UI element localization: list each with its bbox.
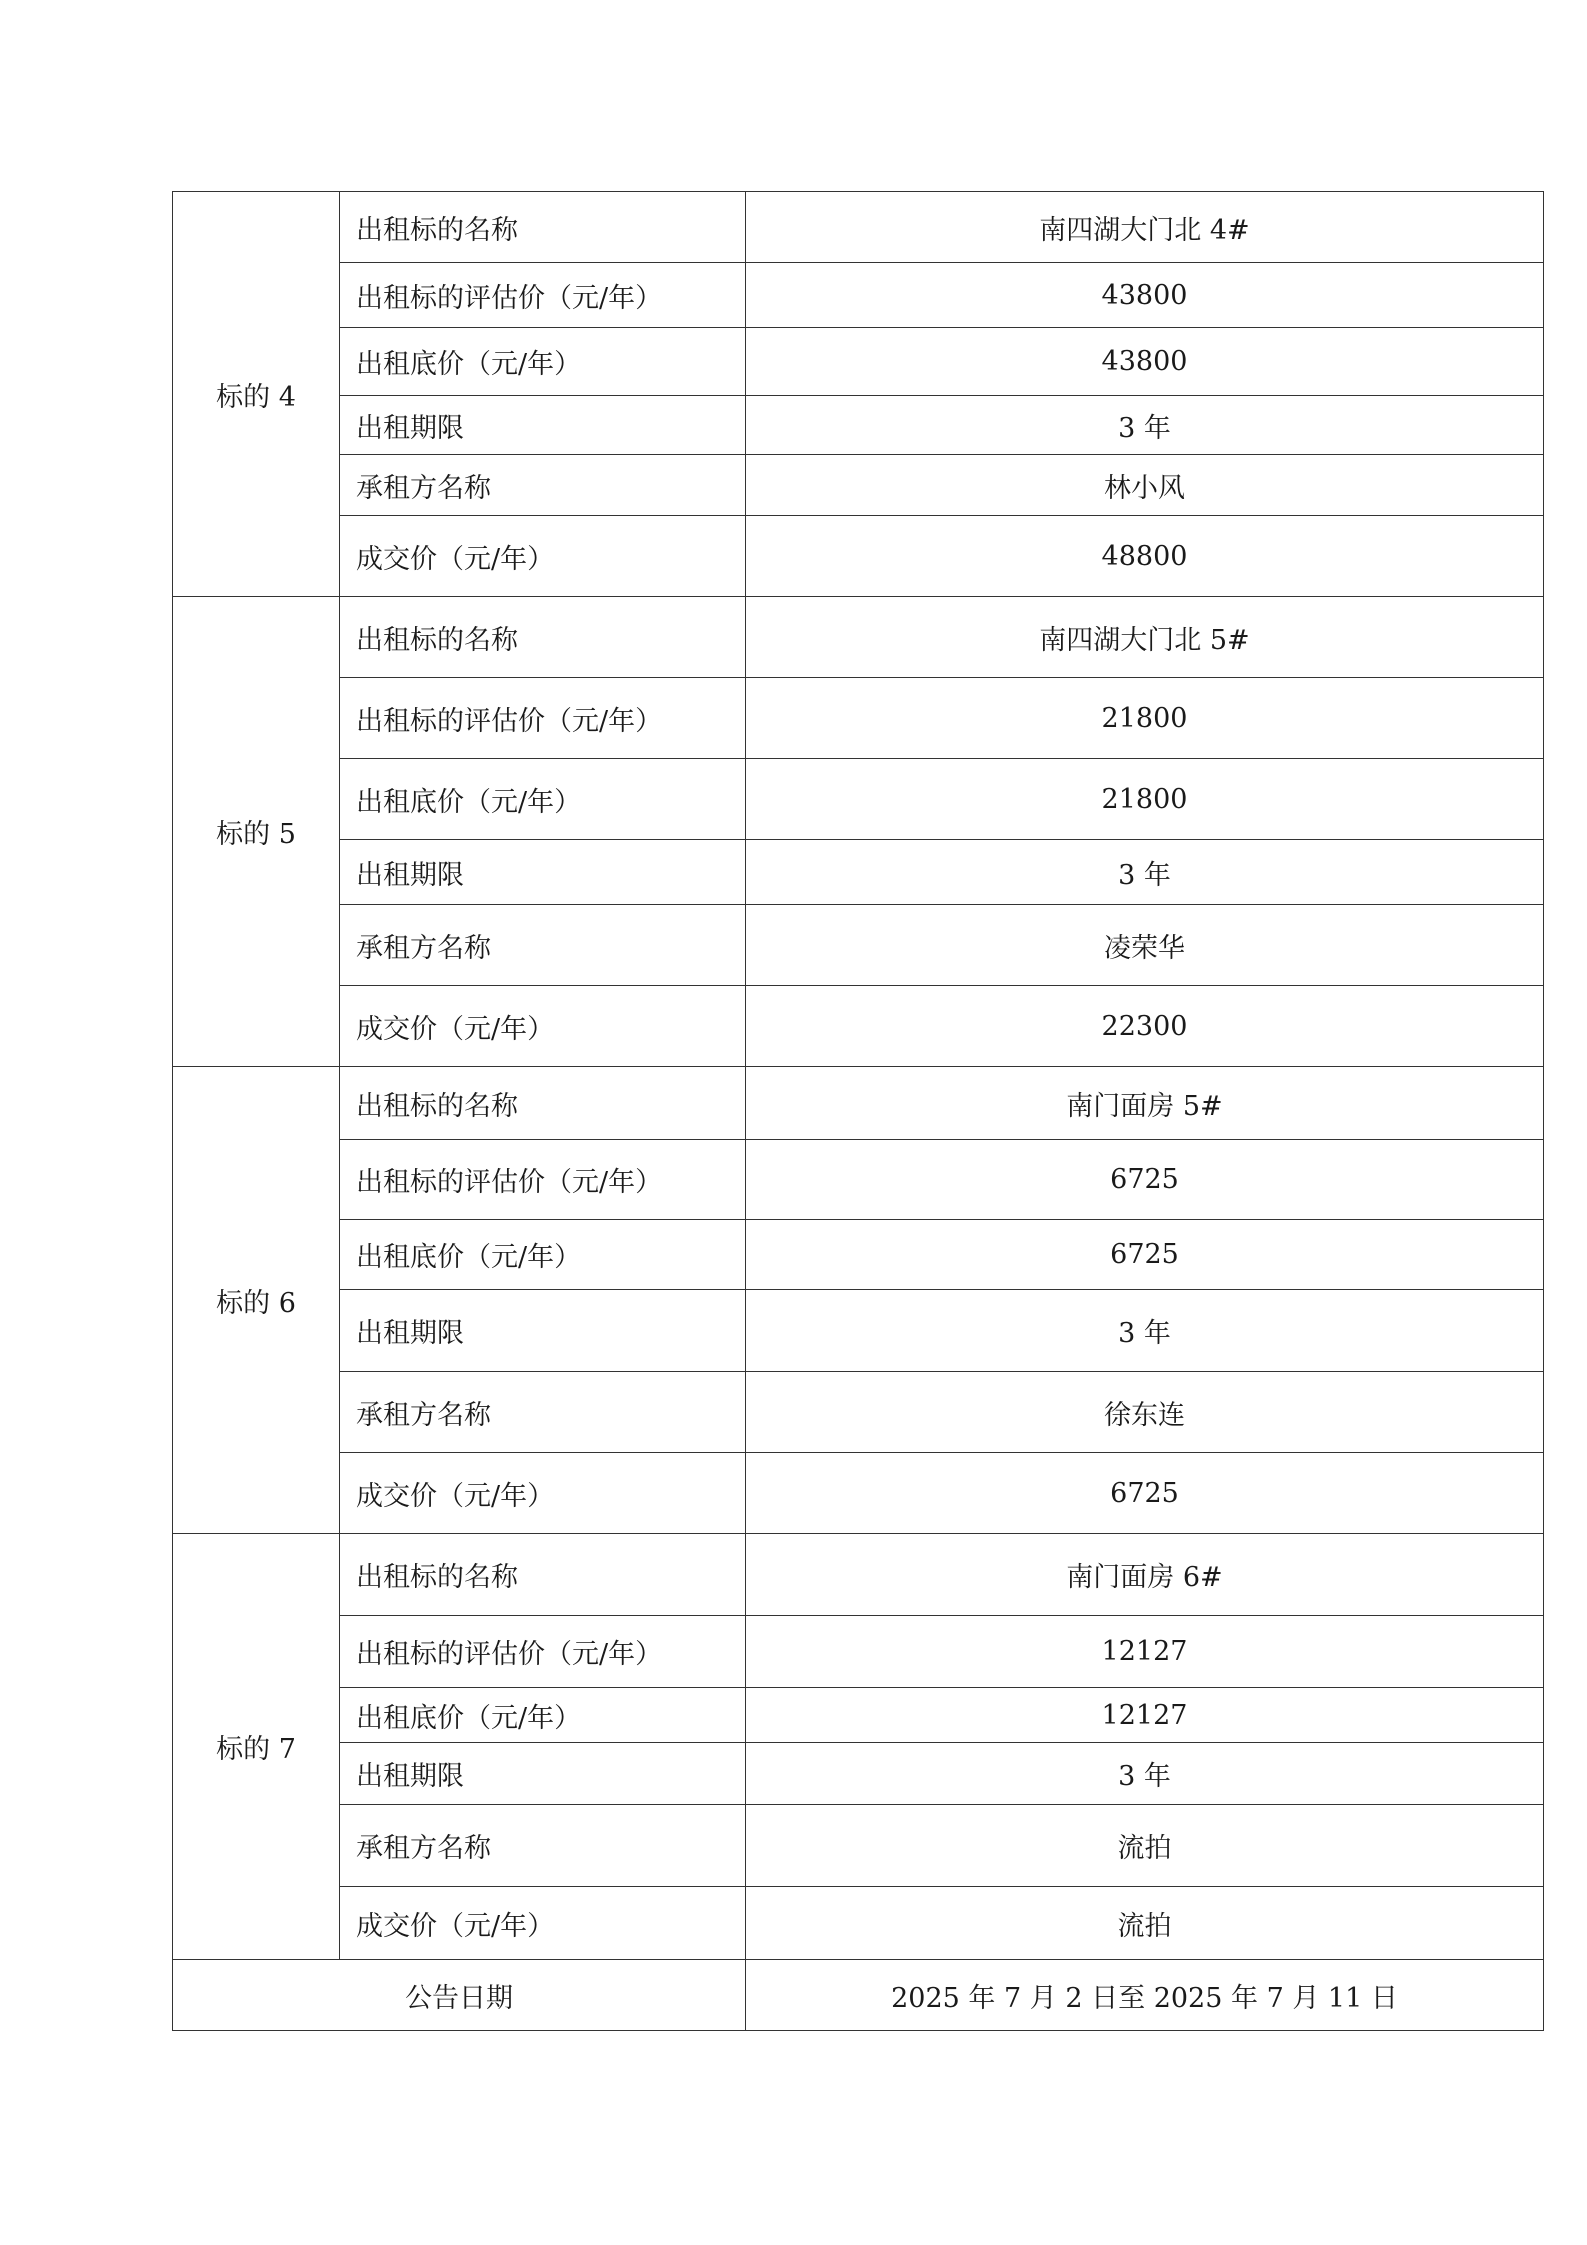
table-row [173,516,1544,597]
field-label-cell: 出租底价（元/年） [340,328,746,396]
field-label-cell: 成交价（元/年） [340,1453,746,1534]
field-value-cell: 6725 [746,1453,1544,1534]
table-row [173,1743,1544,1805]
field-label-cell: 承租方名称 [340,1372,746,1453]
field-label-cell: 承租方名称 [340,905,746,986]
table-row [173,1534,1544,1616]
table-row [173,1067,1544,1140]
field-label-cell: 出租期限 [340,840,746,905]
field-value-cell: 43800 [746,328,1544,396]
field-value-cell: 22300 [746,986,1544,1067]
field-label-cell: 出租底价（元/年） [340,759,746,840]
table-row [173,905,1544,986]
field-value-cell: 徐东连 [746,1372,1544,1453]
field-label-cell: 出租标的评估价（元/年） [340,263,746,328]
table-row [173,1372,1544,1453]
field-label-cell: 承租方名称 [340,1805,746,1887]
lot-name-cell: 标的 7 [173,1534,340,1960]
field-label-cell: 出租标的名称 [340,1534,746,1616]
table-row [173,678,1544,759]
field-value-cell: 3 年 [746,840,1544,905]
field-value-cell: 21800 [746,759,1544,840]
table-row [173,759,1544,840]
field-label-cell: 出租底价（元/年） [340,1220,746,1290]
field-label-cell: 承租方名称 [340,455,746,516]
field-label-cell: 成交价（元/年） [340,986,746,1067]
field-value-cell: 6725 [746,1140,1544,1220]
field-value-cell: 南门面房 6# [746,1534,1544,1616]
announcement-date-label: 公告日期 [173,1960,746,2031]
lot-name-cell: 标的 6 [173,1067,340,1534]
table-row [173,192,1544,263]
field-value-cell: 南四湖大门北 5# [746,597,1544,678]
announcement-date-value: 2025 年 7 月 2 日至 2025 年 7 月 11 日 [746,1960,1544,2031]
field-label-cell: 出租底价（元/年） [340,1688,746,1743]
field-label-cell: 出租期限 [340,1290,746,1372]
field-value-cell: 43800 [746,263,1544,328]
lot-name-cell: 标的 4 [173,192,340,597]
field-label-cell: 成交价（元/年） [340,1887,746,1960]
table-row [173,597,1544,678]
field-value-cell: 12127 [746,1616,1544,1688]
field-value-cell: 流拍 [746,1887,1544,1960]
table-row [173,1453,1544,1534]
field-label-cell: 出租标的评估价（元/年） [340,678,746,759]
field-value-cell: 流拍 [746,1805,1544,1887]
field-label-cell: 出租期限 [340,1743,746,1805]
field-value-cell: 南门面房 5# [746,1067,1544,1140]
field-label-cell: 出租标的名称 [340,192,746,263]
table-row [173,840,1544,905]
field-value-cell: 6725 [746,1220,1544,1290]
field-label-cell: 成交价（元/年） [340,516,746,597]
field-value-cell: 21800 [746,678,1544,759]
field-value-cell: 12127 [746,1688,1544,1743]
table-row [173,263,1544,328]
field-value-cell: 凌荣华 [746,905,1544,986]
field-label-cell: 出租标的评估价（元/年） [340,1140,746,1220]
field-value-cell: 48800 [746,516,1544,597]
announcement-date-row [173,1960,1544,2031]
field-value-cell: 3 年 [746,1743,1544,1805]
field-label-cell: 出租标的名称 [340,597,746,678]
listing-results-table [172,191,1544,2031]
table-row [173,1688,1544,1743]
table-row [173,1290,1544,1372]
table-row [173,1616,1544,1688]
table-row [173,396,1544,455]
table-row [173,1140,1544,1220]
table-body [173,192,1544,2031]
table-row [173,1220,1544,1290]
table-row [173,986,1544,1067]
field-value-cell: 3 年 [746,396,1544,455]
field-value-cell: 林小风 [746,455,1544,516]
field-label-cell: 出租期限 [340,396,746,455]
table-row [173,1887,1544,1960]
field-label-cell: 出租标的名称 [340,1067,746,1140]
table-row [173,328,1544,396]
field-value-cell: 3 年 [746,1290,1544,1372]
field-value-cell: 南四湖大门北 4# [746,192,1544,263]
table-row [173,1805,1544,1887]
lot-name-cell: 标的 5 [173,597,340,1067]
table-row [173,455,1544,516]
field-label-cell: 出租标的评估价（元/年） [340,1616,746,1688]
